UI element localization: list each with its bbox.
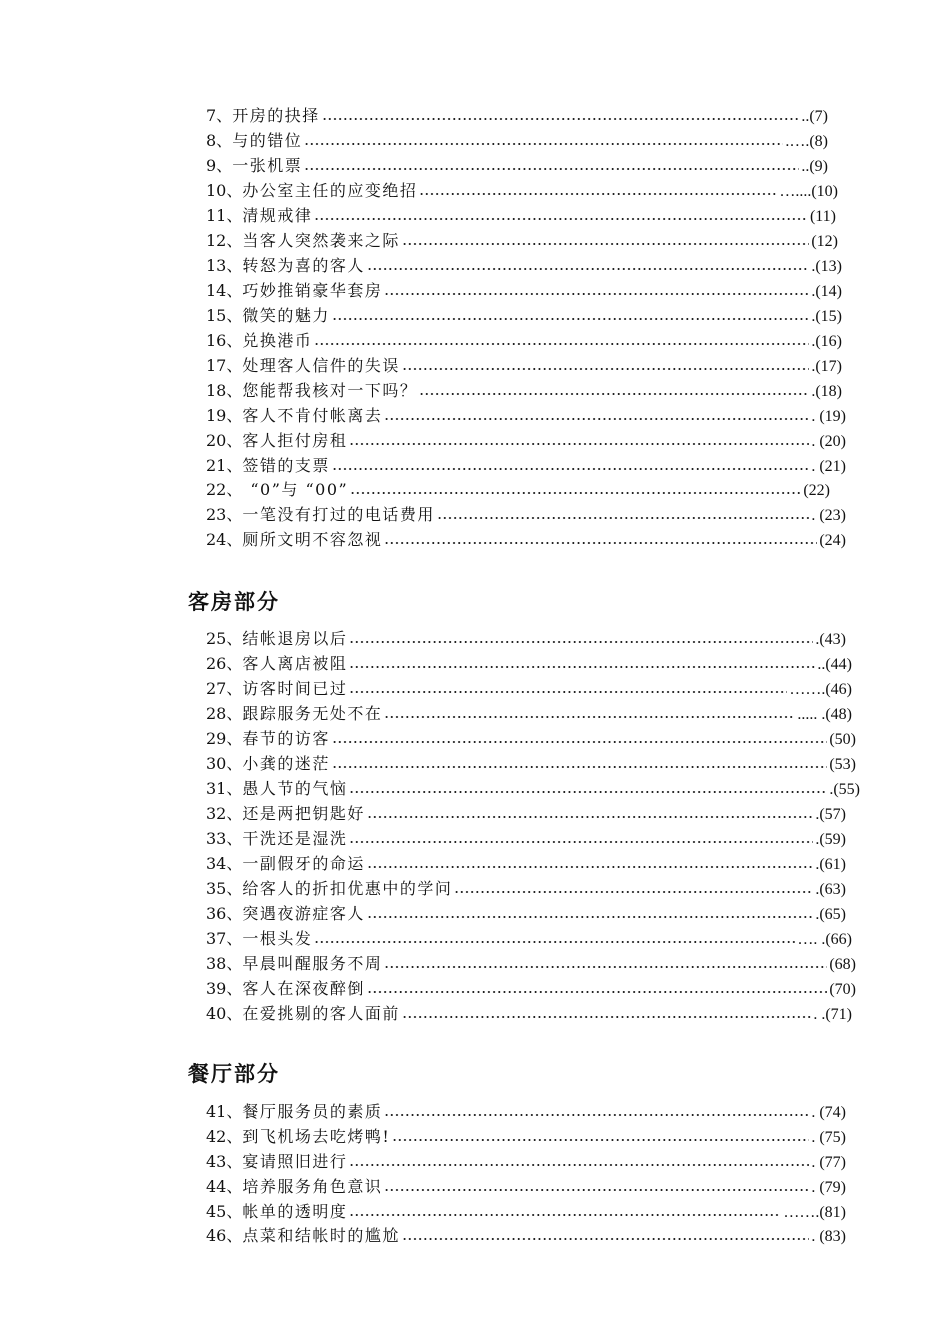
entry-number: 18、 xyxy=(206,381,243,400)
dot-leader xyxy=(349,639,813,645)
toc-entry xyxy=(206,327,842,351)
dot-leader xyxy=(419,191,777,197)
dot-leader xyxy=(384,540,817,546)
entry-title: 一副假牙的命运 xyxy=(242,854,365,873)
entry-number: 8、 xyxy=(206,131,233,150)
dot-leader xyxy=(437,515,809,521)
toc-entry xyxy=(206,850,846,874)
dot-leader xyxy=(332,466,809,472)
toc-entry xyxy=(206,427,846,451)
entry-title: “0”与 “00” xyxy=(250,480,349,499)
toc-entry xyxy=(206,925,852,949)
entry-title: 在爱挑剔的客人面前 xyxy=(242,1004,400,1023)
entry-page: .(15) xyxy=(811,308,842,325)
entry-page: (50) xyxy=(829,731,856,748)
dot-leader xyxy=(304,166,799,172)
dot-leader xyxy=(419,391,809,397)
entry-page: (70) xyxy=(829,981,856,998)
entry-title: 早晨叫醒服务不周 xyxy=(242,954,383,973)
entry-page: (12) xyxy=(811,233,838,250)
entry-title: 厕所文明不容忽视 xyxy=(242,530,383,549)
toc-entry xyxy=(206,700,852,724)
toc-entry xyxy=(206,202,836,226)
entry-number: 33、 xyxy=(206,829,243,848)
toc-entry xyxy=(206,1173,846,1197)
entry-number: 11、 xyxy=(206,206,243,225)
dot-leader xyxy=(332,739,827,745)
entry-number: 25、 xyxy=(206,629,243,648)
entry-title: 突遇夜游症客人 xyxy=(242,904,365,923)
entry-number: 19、 xyxy=(206,406,243,425)
entry-title: 春节的访客 xyxy=(242,729,330,748)
entry-number: 9、 xyxy=(206,156,233,175)
toc-entry xyxy=(206,650,852,674)
entry-number: 32、 xyxy=(206,804,243,823)
entry-number: 43、 xyxy=(206,1152,243,1171)
entry-page: .(16) xyxy=(811,333,842,350)
entry-title: 当客人突然袭来之际 xyxy=(242,231,400,250)
entry-page: ..(7) xyxy=(801,108,828,125)
dot-leader xyxy=(402,366,809,372)
toc-entry xyxy=(206,1098,846,1122)
entry-title: 开房的抉择 xyxy=(232,106,320,125)
entry-number: 34、 xyxy=(206,854,243,873)
entry-title: 到飞机场去吃烤鸭! xyxy=(242,1127,391,1146)
toc-entry xyxy=(206,1000,852,1024)
entry-page: .(18) xyxy=(811,383,842,400)
entry-title: 餐厅服务员的素质 xyxy=(242,1102,383,1121)
entry-number: 42、 xyxy=(206,1127,243,1146)
entry-number: 12、 xyxy=(206,231,243,250)
entry-number: 28、 xyxy=(206,704,243,723)
toc-entry xyxy=(206,402,846,426)
entry-number: 17、 xyxy=(206,356,243,375)
entry-number: 31、 xyxy=(206,779,243,798)
entry-number: 10、 xyxy=(206,181,243,200)
toc-entry xyxy=(206,476,830,500)
entry-number: 22、 xyxy=(206,480,243,499)
dot-leader xyxy=(384,416,809,422)
dot-leader xyxy=(384,714,795,720)
entry-title: 还是两把钥匙好 xyxy=(242,804,365,823)
entry-number: 39、 xyxy=(206,979,243,998)
entry-title: 客人在深夜醉倒 xyxy=(242,979,365,998)
toc-entry xyxy=(206,1123,846,1147)
entry-number: 41、 xyxy=(206,1102,243,1121)
entry-title: 处理客人信件的失误 xyxy=(242,356,400,375)
entry-number: 36、 xyxy=(206,904,243,923)
entry-title: 客人离店被阻 xyxy=(242,654,348,673)
entry-number: 23、 xyxy=(206,505,243,524)
entry-page: . (83) xyxy=(811,1228,846,1245)
entry-page: .(43) xyxy=(815,631,846,648)
entry-page: .(65) xyxy=(815,906,846,923)
entry-number: 13、 xyxy=(206,256,243,275)
dot-leader xyxy=(314,216,808,222)
entry-title: 转怒为喜的客人 xyxy=(242,256,365,275)
toc-entry xyxy=(206,1222,846,1246)
entry-title: 巧妙推销豪华套房 xyxy=(242,281,383,300)
entry-title: 干洗还是湿洗 xyxy=(242,829,348,848)
entry-title: 办公室主任的应变绝招 xyxy=(242,181,418,200)
entry-title: 给客人的折扣优惠中的学问 xyxy=(242,879,453,898)
entry-page: .(57) xyxy=(815,806,846,823)
dot-leader xyxy=(349,839,813,845)
toc-entry xyxy=(206,1198,846,1222)
dot-leader xyxy=(349,789,827,795)
dot-leader xyxy=(332,316,809,322)
entry-page: .(17) xyxy=(811,358,842,375)
dot-leader xyxy=(332,764,827,770)
entry-number: 27、 xyxy=(206,679,243,698)
toc-entry xyxy=(206,900,846,924)
toc-entry xyxy=(206,377,842,401)
toc-entry xyxy=(206,277,842,301)
entry-page: . (75) xyxy=(811,1129,846,1146)
entry-page: .(14) xyxy=(811,283,842,300)
entry-page: …....(10) xyxy=(779,183,838,200)
entry-page: (11) xyxy=(809,208,836,225)
dot-leader xyxy=(402,241,809,247)
dot-leader xyxy=(384,1187,809,1193)
entry-page: .(13) xyxy=(811,258,842,275)
dot-leader xyxy=(350,490,801,496)
entry-page: …….(81) xyxy=(783,1204,846,1221)
entry-page: …….(46) xyxy=(789,681,852,698)
dot-leader xyxy=(367,914,813,920)
dot-leader xyxy=(392,1137,809,1143)
entry-page: …. .(66) xyxy=(797,931,852,948)
entry-number: 40、 xyxy=(206,1004,243,1023)
entry-title: 访客时间已过 xyxy=(242,679,348,698)
entry-page: . (79) xyxy=(811,1179,846,1196)
entry-page: . (20) xyxy=(811,433,846,450)
dot-leader xyxy=(384,964,827,970)
toc-entry xyxy=(206,177,838,201)
dot-leader xyxy=(454,889,813,895)
entry-page: .(59) xyxy=(815,831,846,848)
entry-number: 26、 xyxy=(206,654,243,673)
entry-number: 46、 xyxy=(206,1226,243,1245)
entry-page: .(55) xyxy=(829,781,860,798)
entry-title: 宴请照旧进行 xyxy=(242,1152,348,1171)
entry-page: .(63) xyxy=(815,881,846,898)
entry-page: (53) xyxy=(829,756,856,773)
entry-title: 客人拒付房租 xyxy=(242,431,348,450)
dot-leader xyxy=(349,1212,781,1218)
dot-leader xyxy=(349,689,787,695)
entry-title: 客人不肯付帐离去 xyxy=(242,406,383,425)
toc-entry xyxy=(206,152,828,176)
entry-title: 跟踪服务无处不在 xyxy=(242,704,383,723)
entry-number: 37、 xyxy=(206,929,243,948)
dot-leader xyxy=(367,989,827,995)
entry-number: 30、 xyxy=(206,754,243,773)
toc-entry xyxy=(206,800,846,824)
entry-number: 21、 xyxy=(206,456,243,475)
entry-title: 小龚的迷茫 xyxy=(242,754,330,773)
dot-leader xyxy=(314,341,809,347)
entry-page: ..... .(48) xyxy=(797,706,852,723)
entry-title: 您能帮我核对一下吗？ xyxy=(242,381,418,400)
section-heading-rooms: 客房部分 xyxy=(188,590,280,614)
entry-page: . .(71) xyxy=(813,1006,852,1023)
entry-page: .….(8) xyxy=(785,133,828,150)
entry-page: . (77) xyxy=(811,1154,846,1171)
toc-entry xyxy=(206,526,846,550)
entry-title: 结帐退房以后 xyxy=(242,629,348,648)
toc-entry xyxy=(206,227,838,251)
entry-page: ..(44) xyxy=(817,656,852,673)
dot-leader xyxy=(349,441,809,447)
toc-entry xyxy=(206,501,846,525)
dot-leader xyxy=(322,116,800,122)
toc-entry xyxy=(206,352,842,376)
dot-leader xyxy=(304,141,783,147)
dot-leader xyxy=(384,291,809,297)
entry-title: 帐单的透明度 xyxy=(242,1202,348,1221)
dot-leader xyxy=(349,664,815,670)
entry-number: 15、 xyxy=(206,306,243,325)
entry-number: 29、 xyxy=(206,729,243,748)
toc-entry xyxy=(206,625,846,649)
toc-entry xyxy=(206,252,842,276)
entry-page: . (21) xyxy=(811,458,846,475)
dot-leader xyxy=(384,1112,809,1118)
entry-page: . (19) xyxy=(811,408,846,425)
toc-entry xyxy=(206,127,828,151)
entry-page: . (23) xyxy=(811,507,846,524)
toc-entry xyxy=(206,750,856,774)
dot-leader xyxy=(402,1236,809,1242)
entry-title: 愚人节的气恼 xyxy=(242,779,348,798)
entry-number: 44、 xyxy=(206,1177,243,1196)
entry-title: 兑换港币 xyxy=(242,331,313,350)
entry-title: 一笔没有打过的电话费用 xyxy=(242,505,435,524)
toc-entry xyxy=(206,875,846,899)
toc-entry xyxy=(206,302,842,326)
entry-number: 20、 xyxy=(206,431,243,450)
entry-page: (24) xyxy=(819,532,846,549)
toc-entry xyxy=(206,452,846,476)
entry-page: . (74) xyxy=(811,1104,846,1121)
entry-page: (22) xyxy=(803,482,830,499)
toc-entry xyxy=(206,825,846,849)
toc-entry xyxy=(206,775,860,799)
entry-title: 点菜和结帐时的尴尬 xyxy=(242,1226,400,1245)
entry-title: 培养服务角色意识 xyxy=(242,1177,383,1196)
entry-page: ..(9) xyxy=(801,158,828,175)
toc-entry xyxy=(206,102,828,126)
toc-entry xyxy=(206,1148,846,1172)
dot-leader xyxy=(349,1162,809,1168)
entry-title: 签错的支票 xyxy=(242,456,330,475)
toc-entry xyxy=(206,725,856,749)
entry-number: 35、 xyxy=(206,879,243,898)
entry-page: (68) xyxy=(829,956,856,973)
dot-leader xyxy=(402,1014,811,1020)
entry-number: 45、 xyxy=(206,1202,243,1221)
entry-title: 一根头发 xyxy=(242,929,313,948)
entry-number: 16、 xyxy=(206,331,243,350)
entry-title: 与的错位 xyxy=(232,131,303,150)
entry-number: 24、 xyxy=(206,530,243,549)
section-heading-restaurant: 餐厅部分 xyxy=(188,1062,280,1086)
entry-title: 微笑的魅力 xyxy=(242,306,330,325)
dot-leader xyxy=(314,939,795,945)
entry-title: 清规戒律 xyxy=(242,206,313,225)
entry-number: 38、 xyxy=(206,954,243,973)
dot-leader xyxy=(367,814,813,820)
toc-entry xyxy=(206,975,856,999)
dot-leader xyxy=(367,864,813,870)
dot-leader xyxy=(367,266,809,272)
entry-number: 7、 xyxy=(206,106,233,125)
entry-number: 14、 xyxy=(206,281,243,300)
entry-title: 一张机票 xyxy=(232,156,303,175)
toc-entry xyxy=(206,675,852,699)
entry-page: .(61) xyxy=(815,856,846,873)
toc-entry xyxy=(206,950,856,974)
